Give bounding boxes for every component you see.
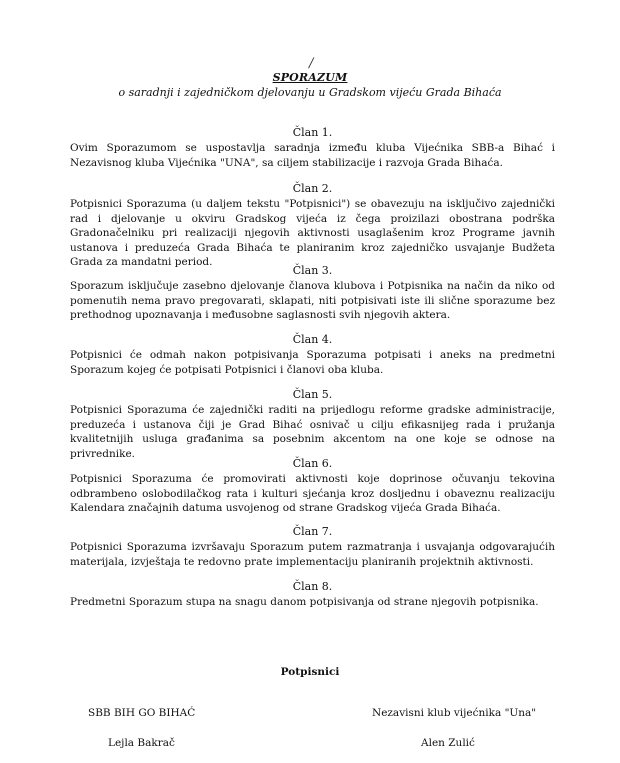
left-signatory-name: Lejla Bakrač: [108, 737, 175, 749]
article-heading: Član 3.: [292, 264, 333, 277]
right-signatory-name: Alen Zulić: [421, 737, 475, 749]
document-subtitle: o saradnji i zajedničkom djelovanju u Gradskom vijeću Grada Bihaća: [118, 86, 502, 99]
document-title: SPORAZUM: [272, 71, 348, 84]
article-body: Potpisnici Sporazuma će promovirati aktivnosti koje doprinose očuvanju tekovina odbrambeno oslobodilačkog rata i kulturi sjećanja kroz dosljednu i obaveznu realizaciju Kalendara značajnih datuma usvojenog od strane Gradskog vijeća Grada Bihaća.: [70, 473, 555, 514]
article-heading: Član 8.: [292, 580, 333, 593]
article-heading: Član 1.: [292, 126, 333, 139]
article-heading: Član 7.: [292, 525, 333, 538]
article-body: Potpisnici Sporazuma (u daljem tekstu "Potpisnici") se obavezuju na isključivo zajednički rad i djelovanje u okviru Gradskog vijeća iz čega proizilazi obostrana podrška Gradonačelniku pri realizaciji njegovih aktivnosti usaglašenim kroz Programe javnih ustanova i preduzeća Grada Bihaća te planiranim kroz zajedničko usvajanje Budžeta Grada za mandatni period.: [70, 198, 555, 268]
article-2: [70, 182, 555, 270]
left-signatory-organization: SBB BIH GO BIHAĆ: [88, 707, 196, 719]
signatures-title: Potpisnici: [280, 666, 340, 678]
article-body: Potpisnici Sporazuma će zajednički raditi na prijedlogu reforme gradske administracije, preduzeća i ustanova čiji je Grad Bihać osnivač u cilju efikasnijeg rada i pružanja kvalitetnijih usluga građanima sa posebnim akcentom na one koje se odnose na privrednike.: [70, 404, 555, 460]
right-signatory-organization: Nezavisni klub vijećnika "Una": [372, 707, 537, 719]
article-body: Potpisnici će odmah nakon potpisivanja Sporazuma potpisati i aneks na predmetni Sporazum kojeg će potpisati Potpisnici i članovi oba kluba.: [70, 349, 555, 376]
article-1: [70, 126, 555, 170]
article-7: [70, 525, 555, 569]
article-body: Potpisnici Sporazuma izvršavaju Sporazum putem razmatranja i usvajanja odgovarajućih materijala, izvještaja te redovno prate implementaciju planiranih projektnih aktivnosti.: [70, 541, 555, 568]
article-8: [70, 580, 555, 610]
slash-mark: /: [309, 56, 314, 71]
article-body: Sporazum isključuje zasebno djelovanje članova klubova i Potpisnika na način da niko od pomenutih nema pravo pregovarati, sklapati, niti potpisivati iste ili slične sporazume bez prethodnog upoznavanja i međusobne saglasnosti svih njegovih aktera.: [70, 280, 555, 321]
article-6: [70, 457, 555, 516]
article-4: [70, 333, 555, 377]
article-body: Predmetni Sporazum stupa na snagu danom potpisivanja od strane njegovih potpisnika.: [70, 596, 539, 608]
article-5: [70, 388, 555, 461]
article-heading: Član 5.: [292, 388, 333, 401]
article-3: [70, 264, 555, 323]
article-body: Ovim Sporazumom se uspostavlja saradnja između kluba Vijećnika SBB-a Bihać i Nezavisnog kluba Vijećnika "UNA", sa ciljem stabilizacije i razvoja Grada Bihaća.: [70, 142, 555, 169]
article-heading: Član 4.: [292, 333, 333, 346]
article-heading: Član 6.: [292, 457, 333, 470]
article-heading: Član 2.: [292, 182, 333, 195]
